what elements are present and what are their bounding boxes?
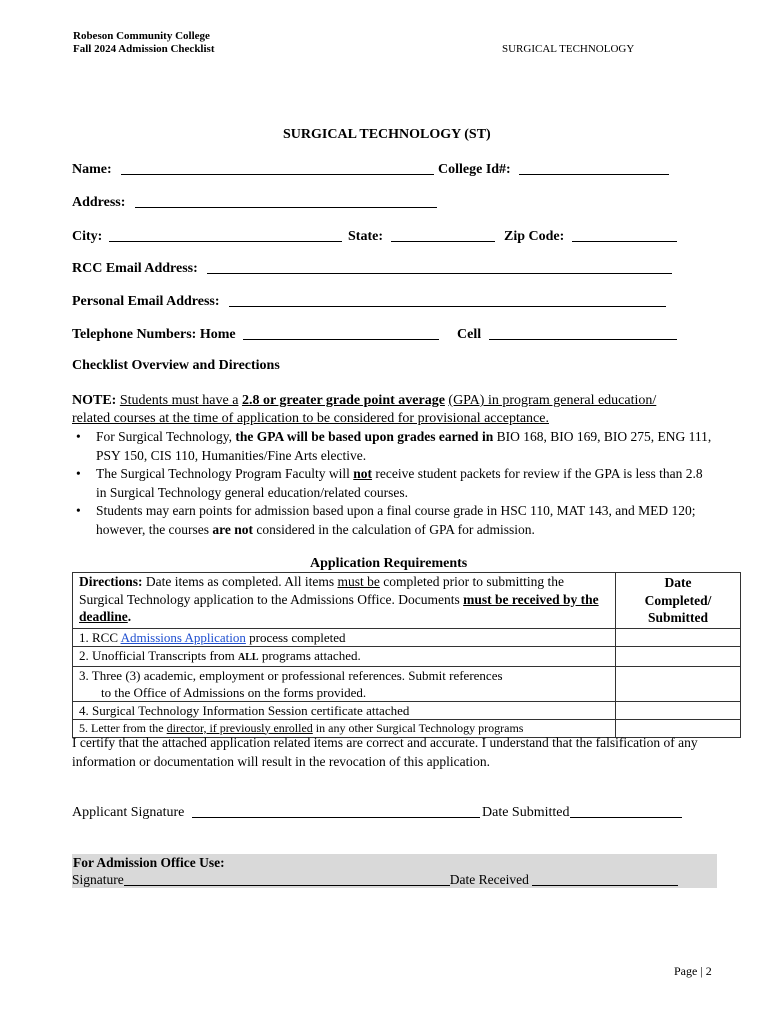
bullet-gpa-courses: • For Surgical Technology, the GPA will be based upon grades earned in BIO 168, BIO 169, BIO 275, ENG 111, PSY 150, CIS 110, Humanities/Fine Arts elective. <box>72 428 712 465</box>
personal-email-field[interactable] <box>72 292 666 310</box>
office-signature-field[interactable] <box>72 872 678 888</box>
note-label: NOTE: <box>72 393 117 408</box>
date-submitted-field[interactable] <box>482 803 682 821</box>
name-label: Name: <box>72 162 112 177</box>
item-director-letter: 5. Letter from the director, if previously enrolled in any other Surgical Technology programs <box>73 719 616 737</box>
office-use-heading: For Admission Office Use: <box>73 855 225 870</box>
date-cell-1[interactable] <box>616 628 741 646</box>
phone-cell-line[interactable] <box>489 325 677 340</box>
page-number: Page | 2 <box>674 964 712 978</box>
date-cell-3[interactable] <box>616 666 741 701</box>
item-admissions-application: 1. RCC Admissions Application process completed <box>73 628 616 646</box>
date-received-line[interactable] <box>532 872 678 886</box>
date-column-header: Date Completed/ Submitted <box>616 573 741 629</box>
note-line-1 <box>72 392 656 411</box>
item-info-session: 4. Surgical Technology Information Session certificate attached <box>73 701 616 719</box>
table-row <box>73 646 741 666</box>
name-line[interactable] <box>121 160 434 175</box>
page-title: SURGICAL TECHNOLOGY (ST) <box>283 127 491 142</box>
zip-field[interactable] <box>504 227 677 245</box>
college-name: Robeson Community College <box>73 30 210 42</box>
requirements-table <box>72 572 741 738</box>
personal-email-line[interactable] <box>229 292 666 307</box>
rcc-email-field[interactable] <box>72 259 672 277</box>
zip-label: Zip Code: <box>504 229 565 244</box>
date-submitted-label: Date Submitted <box>482 805 570 820</box>
table-row <box>73 701 741 719</box>
personal-email-label: Personal Email Address: <box>72 294 220 309</box>
applicant-signature-line[interactable] <box>192 803 480 818</box>
state-field[interactable] <box>348 227 495 245</box>
overview-heading: Checklist Overview and Directions <box>72 358 280 373</box>
college-id-label: College Id#: <box>438 162 511 177</box>
note-text-2: (GPA) in program general education/ <box>448 393 657 408</box>
directions-row <box>73 573 741 629</box>
item-transcripts: 2. Unofficial Transcripts from ALL programs attached. <box>73 646 616 666</box>
name-field[interactable] <box>72 160 434 178</box>
date-cell-4[interactable] <box>616 701 741 719</box>
city-field[interactable] <box>72 227 342 245</box>
address-label: Address: <box>72 195 126 210</box>
note-line-2: related courses at the time of application to be considered for provisional acceptance. <box>72 411 549 426</box>
rcc-email-label: RCC Email Address: <box>72 261 198 276</box>
table-row <box>73 666 741 701</box>
certification-text: I certify that the attached application related items are correct and accurate. I understand that the falsification of any information or documentation will result in the revocation of this application. <box>72 735 698 769</box>
bullet-admission-points: • Students may earn points for admission based upon a final course grade in HSC 110, MAT 143, and MED 120; however, the courses are not considered in the calculation of GPA for admission. <box>72 502 712 539</box>
phone-home-label: Telephone Numbers: Home <box>72 327 236 342</box>
header-program: SURGICAL TECHNOLOGY <box>502 43 635 55</box>
applicant-signature-field[interactable] <box>72 803 480 821</box>
phone-home-field[interactable] <box>72 325 439 343</box>
college-id-line[interactable] <box>519 160 669 175</box>
rcc-email-line[interactable] <box>207 259 672 274</box>
note-gpa: 2.8 or greater grade point average <box>241 393 445 408</box>
date-submitted-line[interactable] <box>570 803 682 818</box>
table-row <box>73 628 741 646</box>
phone-cell-field[interactable] <box>457 325 677 343</box>
phone-home-line[interactable] <box>243 325 439 340</box>
state-label: State: <box>348 229 383 244</box>
admissions-application-link[interactable]: Admissions Application <box>120 629 246 645</box>
phone-cell-label: Cell <box>457 327 482 342</box>
office-signature-label: Signature <box>72 872 124 887</box>
date-cell-2[interactable] <box>616 646 741 666</box>
applicant-signature-label: Applicant Signature <box>72 805 185 820</box>
state-line[interactable] <box>391 227 495 242</box>
city-label: City: <box>72 229 103 244</box>
directions-cell: Directions: Date items as completed. All items must be completed prior to submitting the Surgical Technology application to the Admissions Office. Documents must be received by the deadline. <box>73 573 616 629</box>
gpa-bullet-list <box>72 428 712 539</box>
bullet-faculty-review: • The Surgical Technology Program Faculty will not receive student packets for review if the GPA is less than 2.8 in Surgical Technology general education/related courses. <box>72 465 712 502</box>
city-line[interactable] <box>109 227 342 242</box>
date-received-label: Date Received <box>449 872 529 887</box>
address-line[interactable] <box>135 193 437 208</box>
item-references: 3. Three (3) academic, employment or professional references. Submit references to the Office of Admissions on the forms provided. <box>73 666 616 701</box>
office-signature-line[interactable] <box>124 872 450 886</box>
requirements-heading: Application Requirements <box>310 556 468 571</box>
checklist-term: Fall 2024 Admission Checklist <box>73 43 215 55</box>
note-text-1: Students must have a <box>119 393 239 408</box>
college-id-field[interactable] <box>438 160 669 178</box>
address-field[interactable] <box>72 193 437 211</box>
zip-line[interactable] <box>572 227 677 242</box>
